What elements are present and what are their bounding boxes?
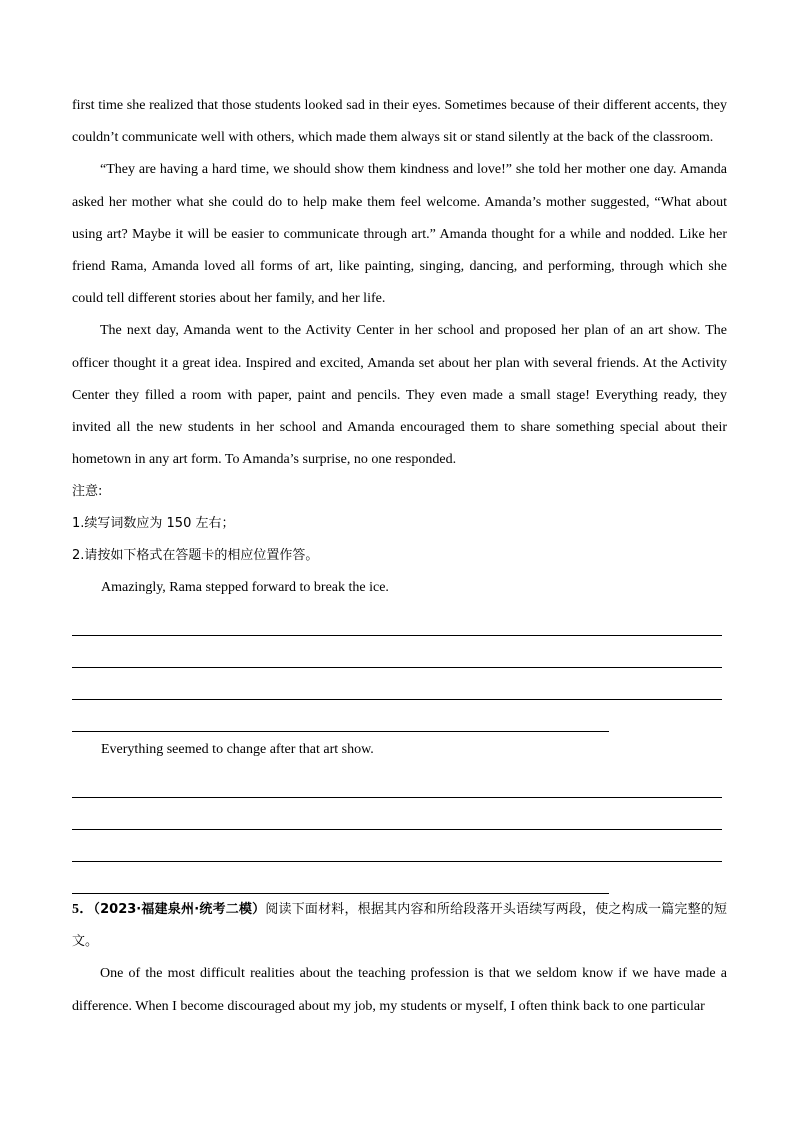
paragraph-1-starter: Amazingly, Rama stepped forward to break the ice. — [101, 580, 389, 596]
passage-paragraph-3: The next day, Amanda went to the Activity Center in her school and proposed her plan of an art show. The officer thought it a great idea. Inspired and excited, Amanda set about her plan with several friends. At the Activity Center they filled a room with paper, paint and pencils. They even made a small stage! Everything ready, they invited all the new students in her school and Amanda encouraged them to share something special about their hometown in any art form. To Amanda’s surprise, no one responded. — [72, 323, 727, 468]
answer-lines-paragraph-2 — [72, 766, 727, 894]
answer-line[interactable] — [72, 798, 722, 830]
answer-line[interactable] — [72, 862, 609, 894]
question-5-passage: One of the most difficult realities about the teaching profession is that we seldom know if we have made a difference. When I become discouraged about my job, my students or myself, I often think back to one particular — [72, 966, 727, 1014]
answer-line[interactable] — [72, 830, 722, 862]
document-page — [72, 90, 727, 1023]
answer-line[interactable] — [72, 604, 722, 636]
question-5-header — [72, 894, 727, 958]
passage-paragraph-2: “They are having a hard time, we should show them kindness and love!” she told her mother one day. Amanda asked her mother what she could do to help make them feel welcome. Amanda’s mother suggested, “What about using art? Maybe it will be easier to communicate through art.” Amanda thought for a while and nodded. Like her friend Rama, Amanda loved all forms of art, like painting, singing, dancing, and performing, through which she could tell different stories about her family, and her life. — [72, 162, 727, 307]
passage-paragraph-1: first time she realized that those students looked sad in their eyes. Sometimes because of their different accents, they couldn’t communicate well with others, which made them always sit or stand silently at the back of the classroom. — [72, 98, 727, 146]
notes-heading: 注意: — [72, 484, 103, 500]
answer-line[interactable] — [72, 668, 722, 700]
answer-line[interactable] — [72, 700, 609, 732]
notes-item-format: 2.请按如下格式在答题卡的相应位置作答。 — [72, 548, 319, 564]
notes-item-word-count: 1.续写词数应为 150 左右； — [72, 516, 235, 532]
question-number: 5． — [72, 902, 94, 918]
answer-line[interactable] — [72, 636, 722, 668]
question-instruction: 阅读下面材料，根据其内容和所给段落开头语续写两段，使之构成一篇完整的短文。 — [72, 902, 728, 950]
paragraph-2-starter: Everything seemed to change after that art show. — [101, 742, 374, 758]
answer-lines-paragraph-1 — [72, 604, 727, 732]
question-source: （2023·福建泉州·统考二模） — [93, 902, 266, 918]
answer-line[interactable] — [72, 766, 722, 798]
